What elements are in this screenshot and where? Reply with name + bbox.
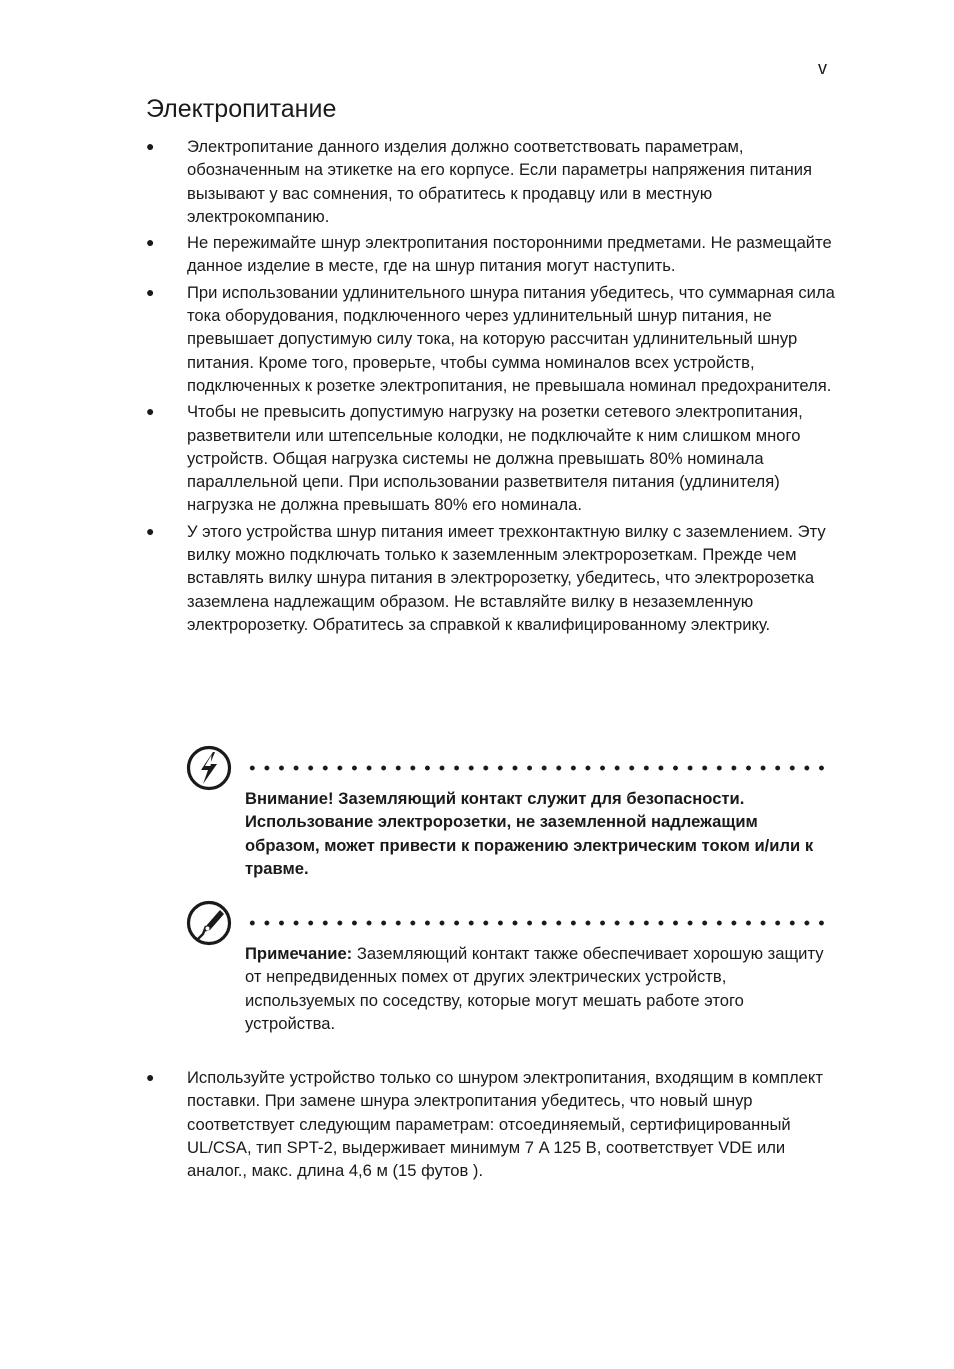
dotted-divider — [245, 765, 831, 771]
list-item-text: Не пережимайте шнур электропитания посторонними предметами. Не размещайте данное изделие в месте, где на шнур питания могут наступить. — [187, 233, 832, 276]
list-item — [146, 231, 836, 278]
dotted-divider — [245, 920, 831, 926]
list-item-text: Чтобы не превысить допустимую нагрузку на розетки сетевого электропитания, разветвители или штепсельные колодки, не подключайте к ним слишком много устройств. Общая нагрузка системы не должна превышать 80% номинала параллельной цепи. При использовании разветвителя питания (удлинителя) нагрузка не должна превышать 80% его номинала. — [187, 402, 803, 515]
page-number: v — [818, 58, 827, 78]
lightning-warning-icon — [186, 745, 232, 791]
bullet-icon: ● — [146, 1069, 155, 1085]
list-item — [146, 520, 836, 636]
note-body: Заземляющий контакт также обеспечивает хорошую защиту от непредвиденных помех от других электрических устройств, используемых по соседству, которые могут мешать работе этого устройства. — [245, 944, 824, 1033]
list-item-text: У этого устройства шнур питания имеет трехконтактную вилку с заземлением. Эту вилку можно подключать только к заземленным электророзеткам. Прежде чем вставлять вилку шнура питания в электророзетку, убедитесь, что электророзетка заземлена надлежащим образом. Не вставляйте вилку в незаземленную электророзетку. Обратитесь за справкой к квалифицированному электрику. — [187, 521, 826, 634]
bullet-icon: ● — [146, 138, 155, 154]
power-cord-bullet-list — [146, 1066, 836, 1185]
list-item — [146, 135, 836, 228]
list-item-text: Электропитание данного изделия должно соответствовать параметрам, обозначенным на этикетке на его корпусе. Если параметры напряжения питания вызывают у вас сомнения, то обратитесь к продавцу или в местную электрокомпанию. — [187, 137, 812, 226]
warning-text: Внимание! Заземляющий контакт служит для безопасности. Использование электророзетки, не заземленной надлежащим образом, может привести к поражению электрическим током и/или к травме. — [245, 789, 814, 878]
list-item — [146, 1066, 836, 1182]
list-item — [146, 281, 836, 397]
bullet-icon: ● — [146, 403, 155, 420]
list-item-text: При использовании удлинительного шнура питания убедитесь, что суммарная сила тока оборудования, подключенного через удлинительный шнур питания, не превышает допустимую силу тока, на которую рассчитан удлинительный шнур питания. Кроме того, проверьте, чтобы сумма номиналов всех устройств, подключенных к розетке электропитания, не превышала номинал предохранителя. — [187, 282, 835, 395]
power-bullet-list — [146, 135, 836, 639]
note-text — [245, 942, 835, 1035]
bullet-icon: ● — [146, 522, 155, 539]
note-pen-icon — [186, 900, 232, 946]
note-label: Примечание: — [245, 944, 353, 963]
bullet-icon: ● — [146, 283, 155, 300]
list-item — [146, 400, 836, 516]
section-title: Электропитание — [146, 95, 337, 123]
list-item-text: Используйте устройство только со шнуром электропитания, входящим в комплект поставки. При замене шнура электропитания убедитесь, что новый шнур соответствует следующим параметрам: отсоединяемый, сертифицированный UL/CSA, тип SPT-2, выдерживает минимум 7 A 125 В, соответствует VDE или аналог., макс. длина 4,6 м (15 футов ). — [187, 1068, 823, 1181]
bullet-icon: ● — [146, 234, 155, 251]
